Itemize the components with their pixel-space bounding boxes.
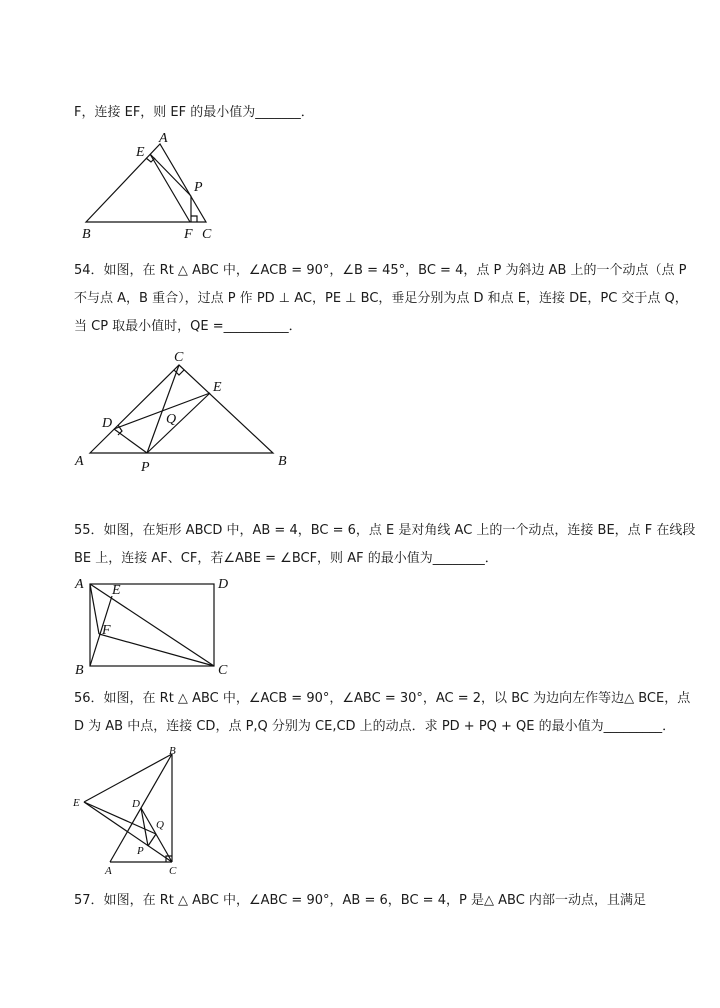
label-e: E — [73, 797, 80, 809]
label-d: D — [102, 416, 113, 431]
segment-pd — [114, 429, 147, 453]
label-f: F — [184, 227, 193, 242]
figure-q55-rectangle — [72, 574, 242, 680]
label-c: C — [218, 663, 228, 678]
label-b: B — [278, 454, 287, 469]
label-e: E — [136, 145, 145, 160]
figure-q56 — [72, 744, 192, 878]
label-a: A — [75, 454, 84, 469]
segment-de — [114, 393, 210, 429]
q54-line-3: 当 CP 取最小值时，QE =__________． — [74, 319, 302, 334]
label-c: C — [169, 865, 177, 877]
segment-ec — [84, 802, 172, 862]
label-c: C — [174, 350, 184, 365]
label-q: Q — [156, 819, 164, 831]
text-line-prev-question-end: F，连接 EF，则 EF 的最小值为_______． — [74, 105, 314, 120]
segment-pe — [147, 393, 210, 453]
q54-line-2: 不与点 A，B 重合），过点 P 作 PD ⊥ AC，PE ⊥ BC，垂足分别为点 D 和点 E，连接 DE，PC 交于点 Q， — [74, 291, 688, 306]
q56-line-2: D 为 AB 中点，连接 CD，点 P,Q 分别为 CE,CD 上的动点．求 PD + PQ + QE 的最小值为_________． — [74, 719, 676, 734]
label-a: A — [75, 577, 84, 592]
label-b: B — [75, 663, 84, 678]
q56-line-1: 56．如图，在 Rt △ ABC 中，∠ACB = 90°，∠ABC = 30°，AC = 2，以 BC 为边向左作等边△ BCE，点 — [74, 691, 691, 706]
label-d: D — [132, 798, 140, 810]
segment-cp — [147, 365, 179, 453]
label-q: Q — [166, 412, 177, 427]
label-c: C — [202, 227, 212, 242]
triangle-abc — [86, 144, 206, 222]
label-b: B — [169, 745, 176, 757]
q57-line-1: 57．如图，在 Rt △ ABC 中，∠ABC = 90°，AB = 6，BC = 4，P 是△ ABC 内部一动点，且满足 — [74, 893, 646, 908]
triangle-abc — [90, 365, 273, 453]
right-angle-mark-f — [191, 216, 197, 222]
label-p: P — [137, 845, 144, 857]
label-e: E — [213, 380, 222, 395]
label-a: A — [159, 131, 168, 146]
label-p: P — [194, 180, 203, 195]
label-p: P — [141, 460, 150, 475]
figure-q54 — [72, 345, 302, 475]
segment-cf — [99, 634, 214, 666]
label-e: E — [112, 583, 121, 598]
label-d: D — [218, 577, 229, 592]
q55-line-1: 55．如图，在矩形 ABCD 中，AB = 4，BC = 6，点 E 是对角线 AC 上的一个动点，连接 BE，点 F 在线段 — [74, 523, 696, 538]
segment-af — [90, 584, 99, 634]
label-a: A — [105, 865, 112, 877]
figure-triangle-efp — [74, 128, 224, 243]
right-angle-mark-e — [146, 158, 155, 162]
label-b: B — [82, 227, 91, 242]
segment-pq — [148, 834, 156, 846]
label-f: F — [102, 623, 111, 638]
q55-line-2: BE 上，连接 AF、CF，若∠ABE = ∠BCF，则 AF 的最小值为________． — [74, 551, 498, 566]
q54-line-1: 54．如图，在 Rt △ ABC 中，∠ACB = 90°，∠B = 45°，BC = 4，点 P 为斜边 AB 上的一个动点（点 P — [74, 263, 687, 278]
